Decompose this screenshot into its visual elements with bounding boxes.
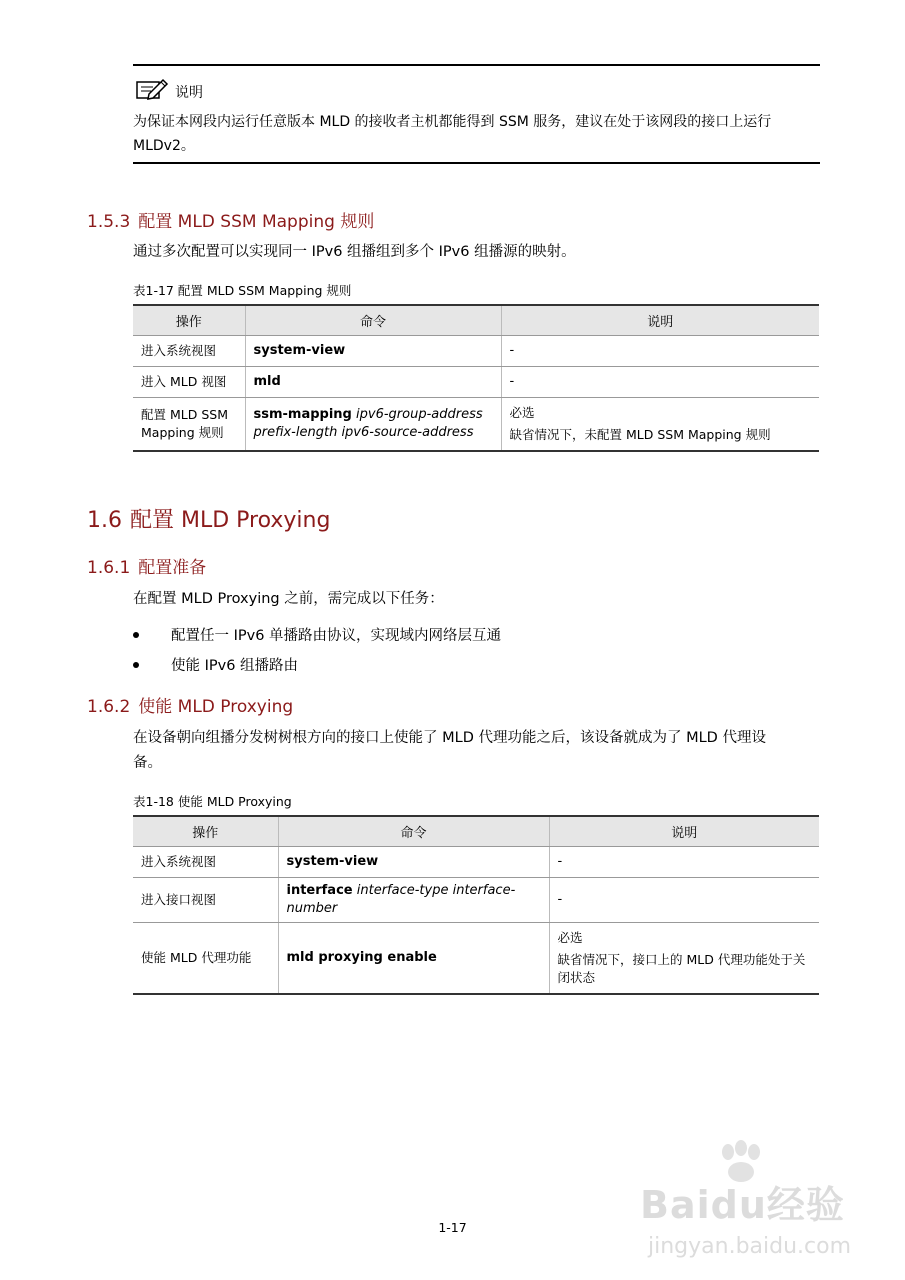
cell-command (245, 335, 501, 366)
table-row (133, 397, 819, 451)
intro-line: 在设备朝向组播分发树树根方向的接口上使能了 MLD 代理功能之后，该设备就成为了 MLD 代理设 (133, 730, 766, 746)
header-operation: 操作 (133, 305, 245, 335)
cell-command (278, 877, 549, 922)
section-1-6-2-intro (133, 726, 823, 776)
cell-operation: 进入系统视图 (133, 335, 245, 366)
watermark-sub: jingyan.baidu.com (648, 1234, 852, 1259)
cell-description: - (501, 335, 819, 366)
cell-operation: 进入 MLD 视图 (133, 366, 245, 397)
section-number: 1.6.2 (87, 697, 131, 717)
desc-required: 必选 (509, 404, 535, 420)
cell-description: - (549, 877, 819, 922)
intro-line: 备。 (133, 755, 162, 771)
section-1-6-1-intro: 在配置 MLD Proxying 之前，需完成以下任务： (133, 591, 444, 607)
cell-operation: 配置 MLD SSM Mapping 规则 (133, 397, 245, 451)
table-row (133, 877, 819, 922)
page-number: 1-17 (438, 1220, 467, 1235)
list-item (133, 624, 501, 645)
cell-operation: 使能 MLD 代理功能 (133, 922, 278, 994)
cell-command (278, 922, 549, 994)
desc-default: 缺省情况下，接口上的 MLD 代理功能处于关闭状态 (557, 951, 806, 985)
section-1-6-2-heading (87, 692, 293, 717)
list-item-text: 使能 IPv6 组播路由 (171, 658, 299, 674)
section-title: 使能 MLD Proxying (138, 697, 294, 717)
table-1-17 (133, 304, 819, 452)
cmd-keyword: system-view (253, 342, 346, 358)
header-operation: 操作 (133, 816, 278, 846)
header-description: 说明 (549, 816, 819, 846)
table-row (133, 335, 819, 366)
header-command: 命令 (245, 305, 501, 335)
cell-description: - (549, 846, 819, 877)
cmd-args: interface-type interface-number (286, 882, 516, 916)
cmd-keyword: interface (286, 882, 353, 898)
cell-command (278, 846, 549, 877)
desc-default: 缺省情况下，未配置 MLD SSM Mapping 规则 (509, 426, 771, 442)
table-1-17-caption: 表1-17 配置 MLD SSM Mapping 规则 (133, 283, 352, 298)
table-1-18-caption: 表1-18 使能 MLD Proxying (133, 794, 292, 809)
cmd-keyword: system-view (286, 853, 379, 869)
table-row (133, 922, 819, 994)
header-description: 说明 (501, 305, 819, 335)
cell-description: - (501, 366, 819, 397)
section-title: 配置准备 (138, 558, 207, 578)
cell-description (501, 397, 819, 451)
note-box (133, 64, 820, 164)
cell-operation: 进入接口视图 (133, 877, 278, 922)
cell-command (245, 397, 501, 451)
section-number: 1.6.1 (87, 558, 131, 578)
section-number: 1.5.3 (87, 212, 131, 232)
list-item-text: 配置任一 IPv6 单播路由协议，实现域内网络层互通 (171, 628, 502, 644)
list-item (133, 654, 298, 675)
note-text: 为保证本网段内运行任意版本 MLD 的接收者主机都能得到 SSM 服务，建议在处于该网段的接口上运行 MLDv2。 (133, 114, 772, 154)
table-row (133, 846, 819, 877)
cmd-keyword: mld (253, 373, 281, 389)
desc-required: 必选 (557, 929, 583, 945)
cell-description (549, 922, 819, 994)
table-header-row (133, 816, 819, 846)
watermark-main: Baidu经验 (640, 1183, 845, 1227)
header-command: 命令 (278, 816, 549, 846)
bullet-dot (133, 632, 139, 638)
note-title: 说明 (175, 85, 203, 101)
section-1-6-heading (87, 503, 330, 534)
table-row (133, 366, 819, 397)
section-number: 1.6 (87, 508, 122, 533)
bullet-dot (133, 662, 139, 668)
baidu-watermark (640, 1140, 870, 1270)
cmd-args: ipv6-group-address prefix-length ipv6-source-address (253, 406, 483, 440)
cell-operation: 进入系统视图 (133, 846, 278, 877)
table-1-18 (133, 815, 819, 995)
section-1-5-3-intro: 通过多次配置可以实现同一 IPv6 组播组到多个 IPv6 组播源的映射。 (133, 244, 576, 260)
section-title: 配置 MLD Proxying (130, 508, 331, 533)
section-1-6-1-heading (87, 553, 206, 578)
cmd-keyword: ssm-mapping (253, 406, 352, 422)
table-header-row (133, 305, 819, 335)
note-header (135, 76, 203, 102)
section-title: 配置 MLD SSM Mapping 规则 (138, 212, 375, 232)
section-1-5-3-heading (87, 207, 374, 232)
cell-command (245, 366, 501, 397)
cmd-keyword: mld proxying enable (286, 949, 437, 965)
note-pencil-icon (135, 76, 169, 102)
